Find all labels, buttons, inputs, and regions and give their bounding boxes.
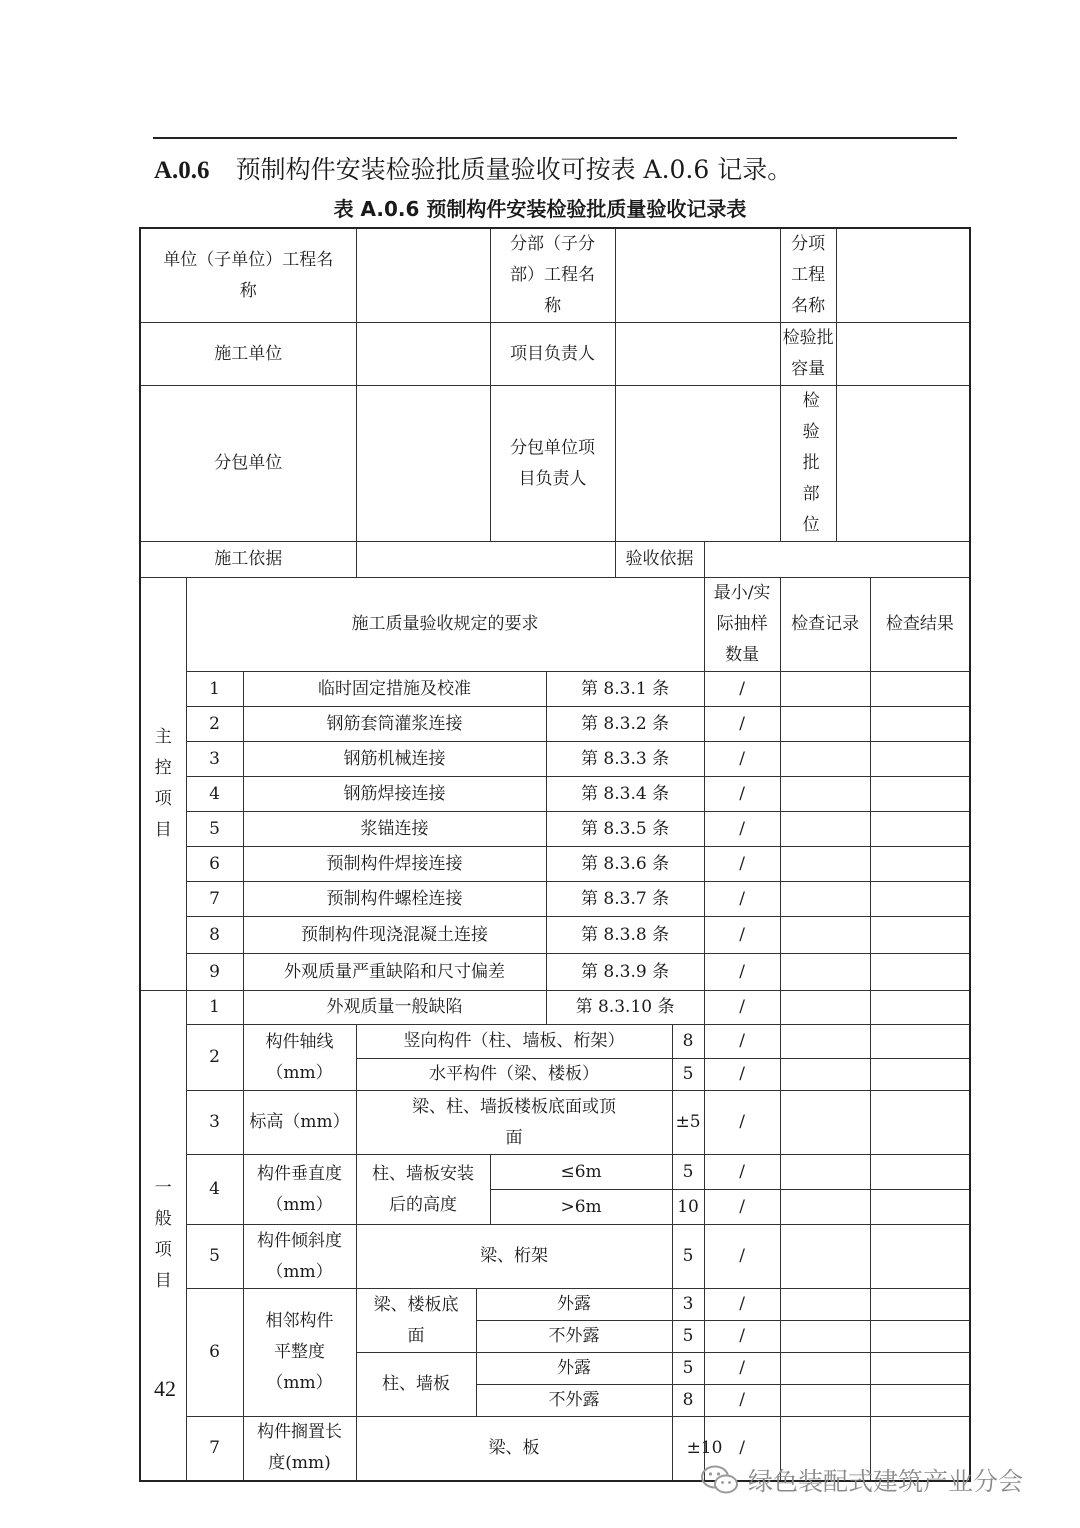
label-subitem: 分项工程名称 <box>780 228 836 323</box>
value-subitem[interactable] <box>836 228 970 323</box>
row-result[interactable] <box>870 1321 970 1353</box>
general-row-1 <box>140 991 970 1025</box>
label-contractor: 施工单位 <box>140 323 356 386</box>
row-record[interactable] <box>780 991 870 1025</box>
row-value: 5 <box>672 1155 704 1190</box>
general-items-label: 一般项目 <box>140 991 186 1481</box>
row-result[interactable] <box>870 1155 970 1190</box>
row-desc: 柱、墙板 <box>356 1353 476 1417</box>
section-number: A.0.6 <box>154 157 210 184</box>
column-header-row <box>140 578 970 672</box>
row-no: 9 <box>186 954 243 991</box>
value-unit-project[interactable] <box>356 228 490 323</box>
row-result[interactable] <box>870 1385 970 1417</box>
row-sample: / <box>704 777 780 812</box>
row-sample: / <box>704 1155 780 1190</box>
value-sub-leader[interactable] <box>615 386 780 542</box>
section-text: 预制构件安装检验批质量验收可按表 A.0.6 记录。 <box>235 155 793 184</box>
row-ref: 第 8.3.8 条 <box>546 917 704 954</box>
header-row-2 <box>140 323 970 386</box>
row-sample: / <box>704 812 780 847</box>
row-item: 预制构件现浇混凝土连接 <box>243 917 546 954</box>
main-row <box>140 672 970 707</box>
row-value: 8 <box>672 1025 704 1059</box>
row-item: 钢筋套筒灌浆连接 <box>243 707 546 742</box>
inspection-table <box>139 227 971 1482</box>
row-desc: 梁、楼板底面 <box>356 1289 476 1353</box>
row-result[interactable] <box>870 1225 970 1289</box>
row-record[interactable] <box>780 1385 870 1417</box>
general-row-2a <box>140 1025 970 1059</box>
row-sample: / <box>704 847 780 882</box>
row-no: 6 <box>186 847 243 882</box>
label-construction-basis: 施工依据 <box>140 542 356 578</box>
value-subcontractor[interactable] <box>356 386 490 542</box>
value-batch-location[interactable] <box>836 386 970 542</box>
label-batch-location: 检验批部位 <box>780 386 836 542</box>
main-row <box>140 954 970 991</box>
row-result[interactable] <box>870 1353 970 1385</box>
page-number: 42 <box>154 1376 176 1401</box>
row-no: 5 <box>186 812 243 847</box>
row-ref: 第 8.3.3 条 <box>546 742 704 777</box>
row-record[interactable] <box>780 707 870 742</box>
row-desc: 梁、柱、墙扳楼板底面或顶面 <box>356 1091 672 1155</box>
row-ref: 第 8.3.2 条 <box>546 707 704 742</box>
row-record[interactable] <box>780 1190 870 1225</box>
row-desc: 梁、桁架 <box>356 1225 672 1289</box>
col-requirement: 施工质量验收规定的要求 <box>186 578 704 672</box>
main-row <box>140 707 970 742</box>
main-row <box>140 847 970 882</box>
row-ref: 第 8.3.9 条 <box>546 954 704 991</box>
value-project-leader[interactable] <box>615 323 780 386</box>
row-sample: / <box>704 882 780 917</box>
row-value: 8 <box>672 1385 704 1417</box>
row-result[interactable] <box>870 882 970 917</box>
row-value: 5 <box>672 1059 704 1091</box>
row-no: 2 <box>186 1025 243 1091</box>
row-sample: / <box>704 1353 780 1385</box>
main-row <box>140 742 970 777</box>
row-result[interactable] <box>870 1091 970 1155</box>
label-project-leader: 项目负责人 <box>490 323 615 386</box>
row-value: 5 <box>672 1321 704 1353</box>
row-record[interactable] <box>780 847 870 882</box>
row-no: 1 <box>186 991 243 1025</box>
row-sample: / <box>704 917 780 954</box>
row-no: 7 <box>186 1417 243 1481</box>
row-no: 7 <box>186 882 243 917</box>
value-acceptance-basis[interactable] <box>704 542 970 578</box>
row-sample: / <box>704 991 780 1025</box>
row-exposure: 不外露 <box>476 1321 672 1353</box>
value-division[interactable] <box>615 228 780 323</box>
label-subcontractor: 分包单位 <box>140 386 356 542</box>
general-row-6a <box>140 1289 970 1321</box>
row-no: 6 <box>186 1289 243 1417</box>
row-no: 1 <box>186 672 243 707</box>
row-result[interactable] <box>870 1059 970 1091</box>
label-batch-capacity: 检验批容量 <box>780 323 836 386</box>
row-result[interactable] <box>870 777 970 812</box>
watermark <box>700 1462 1023 1498</box>
main-items-label: 主控项目 <box>140 578 186 991</box>
row-value: ±10 <box>672 1417 704 1481</box>
row-record[interactable] <box>780 1059 870 1091</box>
label-division: 分部（子分部）工程名称 <box>490 228 615 323</box>
row-ref: 第 8.3.4 条 <box>546 777 704 812</box>
row-item: 构件轴线（mm） <box>243 1025 356 1091</box>
row-result[interactable] <box>870 742 970 777</box>
row-item: 构件搁置长度(mm) <box>243 1417 356 1481</box>
top-rule <box>153 137 957 139</box>
row-no: 3 <box>186 1091 243 1155</box>
row-item: 构件倾斜度（mm） <box>243 1225 356 1289</box>
row-ref: 第 8.3.7 条 <box>546 882 704 917</box>
row-item: 钢筋焊接连接 <box>243 777 546 812</box>
row-record[interactable] <box>780 1091 870 1155</box>
row-result[interactable] <box>870 991 970 1025</box>
row-no: 5 <box>186 1225 243 1289</box>
row-record[interactable] <box>780 917 870 954</box>
header-row-3 <box>140 386 970 542</box>
row-sample: / <box>704 1225 780 1289</box>
row-ref: 第 8.3.6 条 <box>546 847 704 882</box>
row-value: 10 <box>672 1190 704 1225</box>
row-no: 3 <box>186 742 243 777</box>
row-record[interactable] <box>780 777 870 812</box>
row-no: 4 <box>186 1155 243 1225</box>
row-desc: 水平构件（梁、楼板） <box>356 1059 672 1091</box>
row-result[interactable] <box>870 1025 970 1059</box>
table-caption: 表 A.0.6 预制构件安装检验批质量验收记录表 <box>333 197 747 221</box>
row-record[interactable] <box>780 1155 870 1190</box>
row-sample: / <box>704 1059 780 1091</box>
row-exposure: 外露 <box>476 1289 672 1321</box>
header-row-1 <box>140 228 970 323</box>
row-desc: 竖向构件（柱、墙板、桁架） <box>356 1025 672 1059</box>
row-result[interactable] <box>870 1190 970 1225</box>
row-ref: 第 8.3.1 条 <box>546 672 704 707</box>
row-result[interactable] <box>870 672 970 707</box>
main-row <box>140 882 970 917</box>
general-row-3 <box>140 1091 970 1155</box>
row-sample: / <box>704 1025 780 1059</box>
row-item: 标高（mm） <box>243 1091 356 1155</box>
row-exposure: 不外露 <box>476 1385 672 1417</box>
row-result[interactable] <box>870 954 970 991</box>
row-record[interactable] <box>780 742 870 777</box>
row-record[interactable] <box>780 1289 870 1321</box>
row-exposure: 外露 <box>476 1353 672 1385</box>
col-record: 检查记录 <box>780 578 870 672</box>
row-sample: / <box>704 1417 780 1481</box>
row-item: 临时固定措施及校准 <box>243 672 546 707</box>
row-sample: / <box>704 707 780 742</box>
row-sample: / <box>704 954 780 991</box>
row-record[interactable] <box>780 1353 870 1385</box>
general-row-4a <box>140 1155 970 1190</box>
general-row-5 <box>140 1225 970 1289</box>
row-result[interactable] <box>870 812 970 847</box>
row-item: 外观质量严重缺陷和尺寸偏差 <box>243 954 546 991</box>
row-no: 2 <box>186 707 243 742</box>
watermark-text: 绿色装配式建筑产业分会 <box>748 1467 1024 1496</box>
row-value: ±5 <box>672 1091 704 1155</box>
value-batch-capacity[interactable] <box>836 323 970 386</box>
row-sample: / <box>704 1289 780 1321</box>
wechat-icon <box>700 1464 740 1496</box>
label-unit-project: 单位（子单位）工程名称 <box>140 228 356 323</box>
label-acceptance-basis: 验收依据 <box>615 542 704 578</box>
row-sample: / <box>704 1091 780 1155</box>
row-sample: / <box>704 1321 780 1353</box>
row-item: 构件垂直度（mm） <box>243 1155 356 1225</box>
row-no: 4 <box>186 777 243 812</box>
row-result[interactable] <box>870 707 970 742</box>
row-record[interactable] <box>780 882 870 917</box>
row-record[interactable] <box>780 1321 870 1353</box>
row-value: 3 <box>672 1289 704 1321</box>
row-desc: 梁、板 <box>356 1417 672 1481</box>
row-height: >6m <box>490 1190 672 1225</box>
col-result: 检查结果 <box>870 578 970 672</box>
row-item: 钢筋机械连接 <box>243 742 546 777</box>
row-item: 预制构件螺栓连接 <box>243 882 546 917</box>
row-item: 外观质量一般缺陷 <box>243 991 546 1025</box>
value-construction-basis[interactable] <box>356 542 615 578</box>
section-heading <box>154 150 792 186</box>
row-result[interactable] <box>870 917 970 954</box>
row-result[interactable] <box>870 1289 970 1321</box>
row-height: ≤6m <box>490 1155 672 1190</box>
row-sample: / <box>704 672 780 707</box>
row-value: 5 <box>672 1353 704 1385</box>
label-sub-leader: 分包单位项目负责人 <box>490 386 615 542</box>
row-sample: / <box>704 1385 780 1417</box>
row-sample: / <box>704 1190 780 1225</box>
row-sample: / <box>704 742 780 777</box>
row-record[interactable] <box>780 812 870 847</box>
row-item: 相邻构件平整度（mm） <box>243 1289 356 1417</box>
row-no: 8 <box>186 917 243 954</box>
row-desc: 柱、墙板安装后的高度 <box>356 1155 490 1225</box>
main-row <box>140 812 970 847</box>
row-record[interactable] <box>780 954 870 991</box>
main-row <box>140 777 970 812</box>
row-value: 5 <box>672 1225 704 1289</box>
row-result[interactable] <box>870 847 970 882</box>
row-item: 浆锚连接 <box>243 812 546 847</box>
row-record[interactable] <box>780 1025 870 1059</box>
row-ref: 第 8.3.10 条 <box>546 991 704 1025</box>
col-sample: 最小/实际抽样数量 <box>704 578 780 672</box>
row-item: 预制构件焊接连接 <box>243 847 546 882</box>
row-record[interactable] <box>780 1225 870 1289</box>
value-contractor[interactable] <box>356 323 490 386</box>
header-row-4 <box>140 542 970 578</box>
main-row <box>140 917 970 954</box>
row-record[interactable] <box>780 672 870 707</box>
row-ref: 第 8.3.5 条 <box>546 812 704 847</box>
